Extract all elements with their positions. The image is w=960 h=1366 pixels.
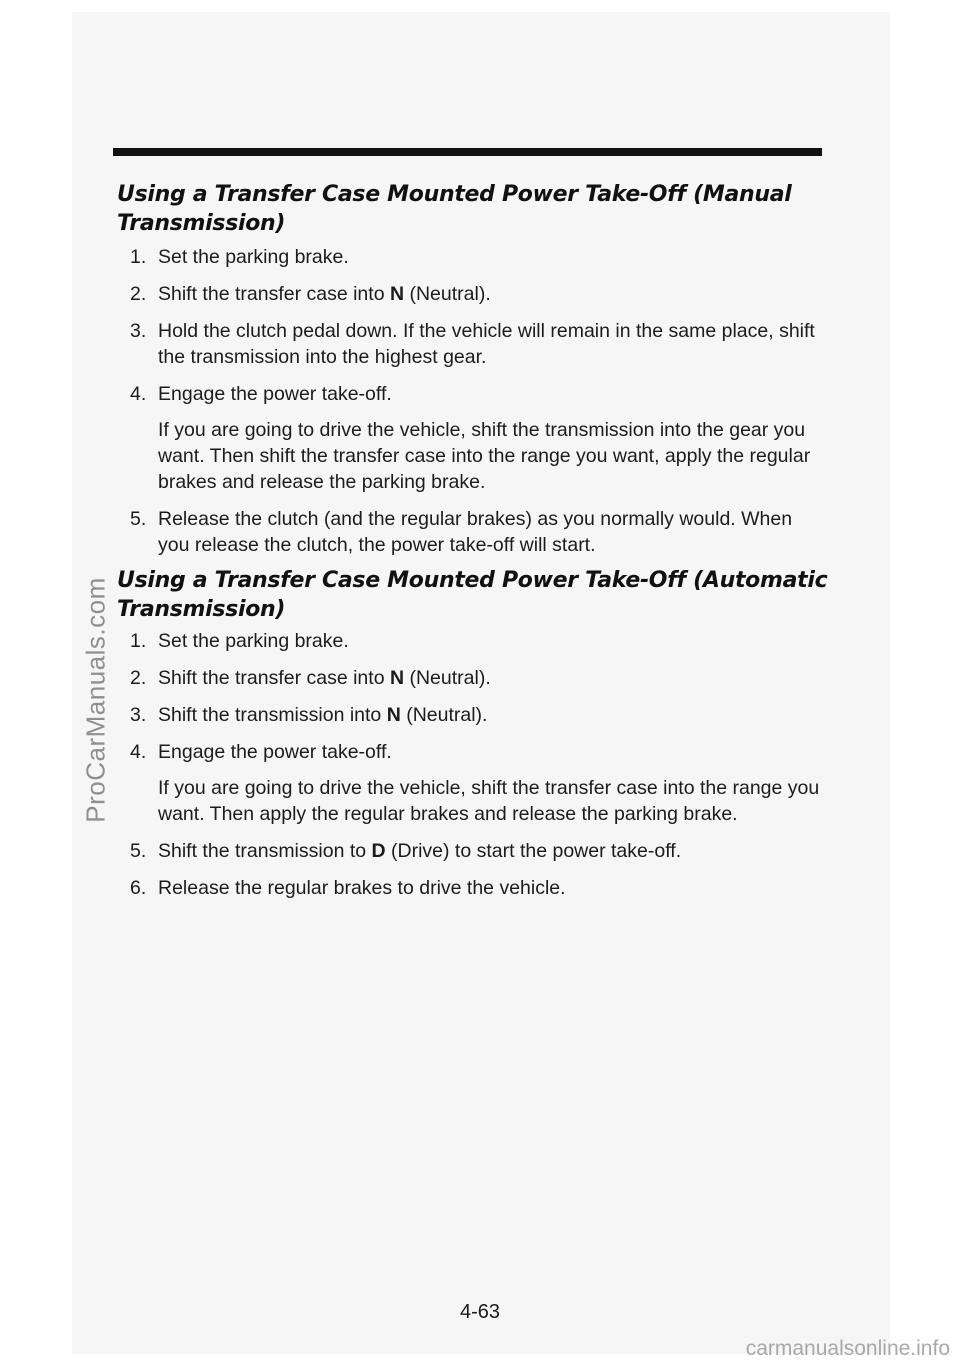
step-number: 4. <box>130 383 147 405</box>
step-text: Hold the clutch pedal down. If the vehicle will remain in the same place, shift the transmission into the highest gear. <box>158 320 815 368</box>
gear-letter: N <box>389 283 405 305</box>
step-number: 5. <box>130 508 147 530</box>
step-item <box>130 838 820 864</box>
step-number: 2. <box>130 283 147 305</box>
step-text: Shift the transfer case into N (Neutral). <box>158 667 491 689</box>
step-number: 4. <box>130 741 147 763</box>
watermark-carmanualsonline: carmanualsonline.info <box>745 1337 950 1360</box>
step-item <box>130 381 820 407</box>
step-item <box>130 318 820 370</box>
step-note: If you are going to drive the vehicle, shift the transmission into the gear you want. Then shift the transfer case into the range you want, apply the regular brakes and release the parking brake. <box>158 419 811 493</box>
step-item <box>130 628 820 654</box>
step-number: 3. <box>130 704 147 726</box>
step-item <box>130 506 820 558</box>
step-text: Set the parking brake. <box>158 630 349 652</box>
step-number: 1. <box>130 630 147 652</box>
section-heading-automatic: Using a Transfer Case Mounted Power Take-Off (Automatic Transmission) <box>117 568 828 622</box>
step-number: 6. <box>130 877 147 899</box>
step-text: Shift the transfer case into N (Neutral). <box>158 283 491 305</box>
step-item <box>130 665 820 691</box>
page-number: 4-63 <box>459 1301 501 1323</box>
step-text: Engage the power take-off. <box>158 741 392 763</box>
step-item <box>130 244 820 270</box>
step-item <box>130 739 820 765</box>
step-list-manual <box>130 244 820 558</box>
gear-letter: N <box>386 704 401 726</box>
step-text: Engage the power take-off. <box>158 383 392 405</box>
step-text: Set the parking brake. <box>158 246 349 268</box>
step-item <box>130 702 820 728</box>
step-number: 5. <box>130 840 147 862</box>
step-item <box>130 875 820 901</box>
gear-letter: N <box>389 667 405 689</box>
step-text: Shift the transmission into N (Neutral). <box>158 704 488 726</box>
step-list-automatic <box>130 628 820 901</box>
section-rule <box>113 148 822 156</box>
step-text: Release the regular brakes to drive the vehicle. <box>158 877 566 899</box>
step-number: 1. <box>130 246 147 268</box>
watermark-procarmanuals: ProCarManuals.com <box>80 577 111 823</box>
step-number: 2. <box>130 667 147 689</box>
step-text: Shift the transmission to D (Drive) to start the power take-off. <box>158 840 682 862</box>
step-text: Release the clutch (and the regular brakes) as you normally would. When you release the clutch, the power take-off will start. <box>158 508 793 556</box>
step-note: If you are going to drive the vehicle, shift the transfer case into the range you want. Then apply the regular brakes and release the parking brake. <box>158 777 820 825</box>
section-heading-manual: Using a Transfer Case Mounted Power Take-Off (Manual Transmission) <box>117 182 792 236</box>
step-item <box>130 281 820 307</box>
step-number: 3. <box>130 320 147 342</box>
gear-letter: D <box>371 840 386 862</box>
